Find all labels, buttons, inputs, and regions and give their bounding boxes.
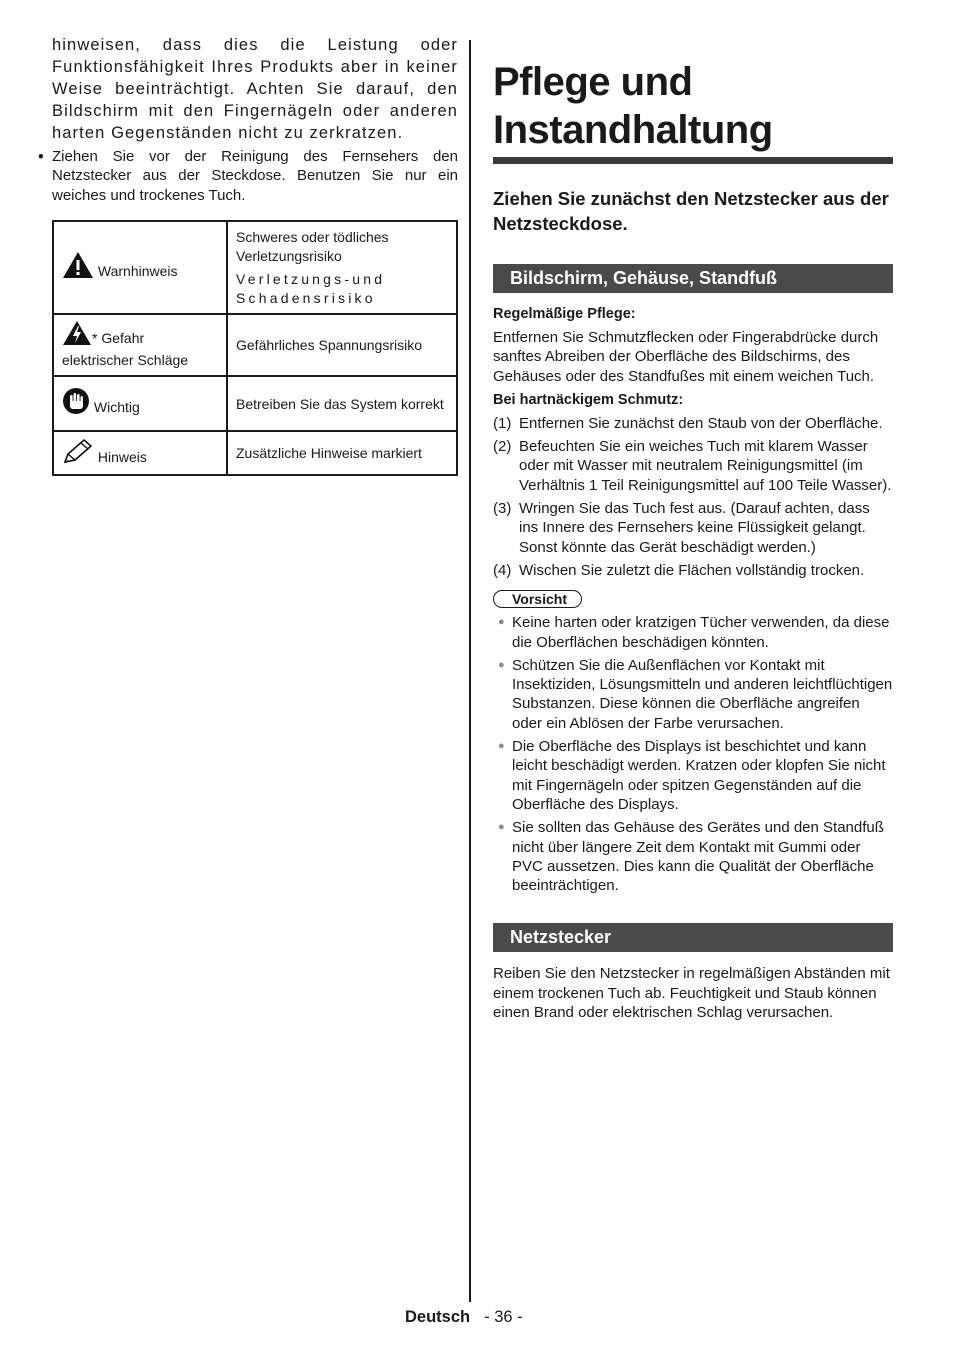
caution-text: Keine harten oder kratzigen Tücher verwenden, da diese die Oberflächen beschädigen könnten.: [512, 614, 890, 651]
caution-item: [493, 737, 893, 814]
step-item: [493, 561, 893, 580]
section-heading-screen: Bildschirm, Gehäuse, Standfuß: [493, 264, 893, 293]
step-text: Entfernen Sie zunächst den Staub von der Oberfläche.: [519, 414, 883, 432]
title-rule: [493, 157, 893, 164]
step-item: [493, 414, 893, 433]
caution-item: [493, 613, 893, 652]
caution-text: Die Oberfläche des Displays ist beschichtet und kann leicht beschädigt werden. Kratzen oder klopfen Sie nicht mit Fingernägeln oder spitzen Gegenständen auf die Oberfläche des Displays.: [512, 738, 886, 813]
caution-bullet-icon: ●: [498, 740, 505, 753]
step-text: Wringen Sie das Tuch fest aus. (Darauf achten, dass ins Innere des Fernsehers keine Flüssigkeit gelangt. Sonst könnte das Gerät beschädigt werden.): [519, 500, 870, 556]
legend-row-warning: [53, 221, 457, 314]
caution-text: Schützen Sie die Außenflächen vor Kontakt mit Insektiziden, Lösungsmitteln und anderen leichtflüchtigen Substanzen. Diese können die Oberfläche angreifen oder ein Ablösen der Farbe verursachen.: [512, 656, 893, 732]
electric-shock-icon: [62, 320, 92, 351]
step-item: [493, 499, 893, 557]
step-item: [493, 437, 893, 495]
step-number: (1): [493, 414, 512, 432]
legend-symbol-cell: [53, 221, 227, 314]
regular-care-label: Regelmäßige Pflege:: [493, 306, 636, 322]
step-number: (4): [493, 561, 512, 579]
legend-symbol-cell: [53, 376, 227, 431]
cleaning-bullet: • Ziehen Sie vor der Reinigung des Fernsehers den Netzstecker aus der Steckdose. Benutzen Sie nur ein weiches und trockenes Tuch.: [38, 148, 458, 204]
legend-symbol-cell: [53, 314, 227, 376]
legend-desc-cell: [227, 314, 457, 376]
regular-care-text: Entfernen Sie Schmutzflecken oder Fingerabdrücke durch sanftes Abreiben der Oberfläche des Bildschirms, des Gehäuses oder des Standfußes mit einem weichen Tuch.: [493, 329, 879, 385]
legend-desc-electric: Gefährliches Spannungsrisiko: [236, 336, 422, 353]
caution-item: [493, 656, 893, 733]
column-divider: [469, 40, 471, 1302]
pencil-note-icon: [62, 437, 94, 470]
legend-desc-note: Zusätzliche Hinweise markiert: [236, 444, 422, 461]
legend-label-important: Wichtig: [93, 399, 140, 415]
step-number: (2): [493, 438, 512, 456]
legend-desc-cell: [227, 221, 457, 314]
left-column: [38, 34, 458, 205]
legend-label-warning: Warnhinweis: [97, 263, 178, 279]
legend-row-important: [53, 376, 457, 431]
step-text: Befeuchten Sie ein weiches Tuch mit klarem Wasser oder mit Wasser mit neutralem Reinigungsmittel (im Verhältnis 1 Teil Reinigungsmittel auf 100 Teile Wasser).: [519, 438, 892, 494]
caution-text: Sie sollten das Gehäuse des Gerätes und den Standfuß nicht über längere Zeit dem Kontakt mit Gummi oder PVC aussetzen. Dies kann die Qualität der Oberfläche beeinträchtigen.: [512, 819, 884, 895]
legend-row-note: [53, 431, 457, 475]
steps-list: [493, 414, 893, 580]
caution-bullet-icon: ●: [498, 658, 505, 671]
right-column: [493, 58, 893, 1022]
legend-desc-cell: [227, 431, 457, 475]
legend-label-electric: * Gefahr elektrischer Schläge: [62, 330, 189, 368]
caution-bullet-icon: ●: [498, 821, 505, 834]
symbol-legend-table: [52, 220, 458, 476]
step-number: (3): [493, 500, 512, 518]
caution-bullet-icon: ●: [498, 616, 505, 629]
legend-desc-important: Betreiben Sie das System korrekt: [236, 395, 444, 412]
legend-desc-warning-1: Schweres oder tödliches Verletzungsrisiko: [236, 228, 389, 264]
section-heading-plug: Netzstecker: [493, 923, 893, 952]
warning-triangle-icon: [62, 251, 94, 284]
caution-badge: Vorsicht: [493, 590, 582, 608]
stubborn-dirt-label: Bei hartnäckigem Schmutz:: [493, 391, 684, 408]
legend-desc-cell: [227, 376, 457, 431]
plug-text: Reiben Sie den Netzstecker in regelmäßigen Abständen mit einem trockenen Tuch ab. Feuchtigkeit und Staub können einen Brand oder elektrischen Schlag verursachen.: [493, 965, 890, 1022]
bullet-text: Ziehen Sie vor der Reinigung des Fernsehers den Netzstecker aus der Steckdose. Benutzen Sie nur ein weiches und trockenes Tuch.: [52, 148, 458, 204]
caution-list: [493, 613, 893, 895]
legend-desc-warning-2: Verletzungs-und Schadensrisiko: [236, 270, 386, 306]
legend-symbol-cell: [53, 431, 227, 475]
page-title: Pflege und Instandhaltung: [493, 60, 773, 152]
intro-paragraph: hinweisen, dass dies die Leistung oder Funktionsfähigkeit Ihres Produkts aber in keiner Weise beeinträchtigt. Achten Sie darauf, den Bildschirm mit den Fingernägeln oder anderen harten Gegenständen nicht zu zerkratzen.: [52, 36, 458, 142]
legend-row-electric: [53, 314, 457, 376]
page-number: - 36 -: [484, 1308, 523, 1326]
page-footer: [405, 1306, 523, 1328]
step-text: Wischen Sie zuletzt die Flächen vollständig trocken.: [519, 561, 865, 579]
legend-label-note: Hinweis: [97, 448, 147, 465]
lead-heading: Ziehen Sie zunächst den Netzstecker aus der Netzsteckdose.: [493, 188, 889, 234]
footer-language: Deutsch: [405, 1308, 471, 1326]
caution-item: [493, 818, 893, 895]
stop-hand-icon: [62, 387, 90, 420]
